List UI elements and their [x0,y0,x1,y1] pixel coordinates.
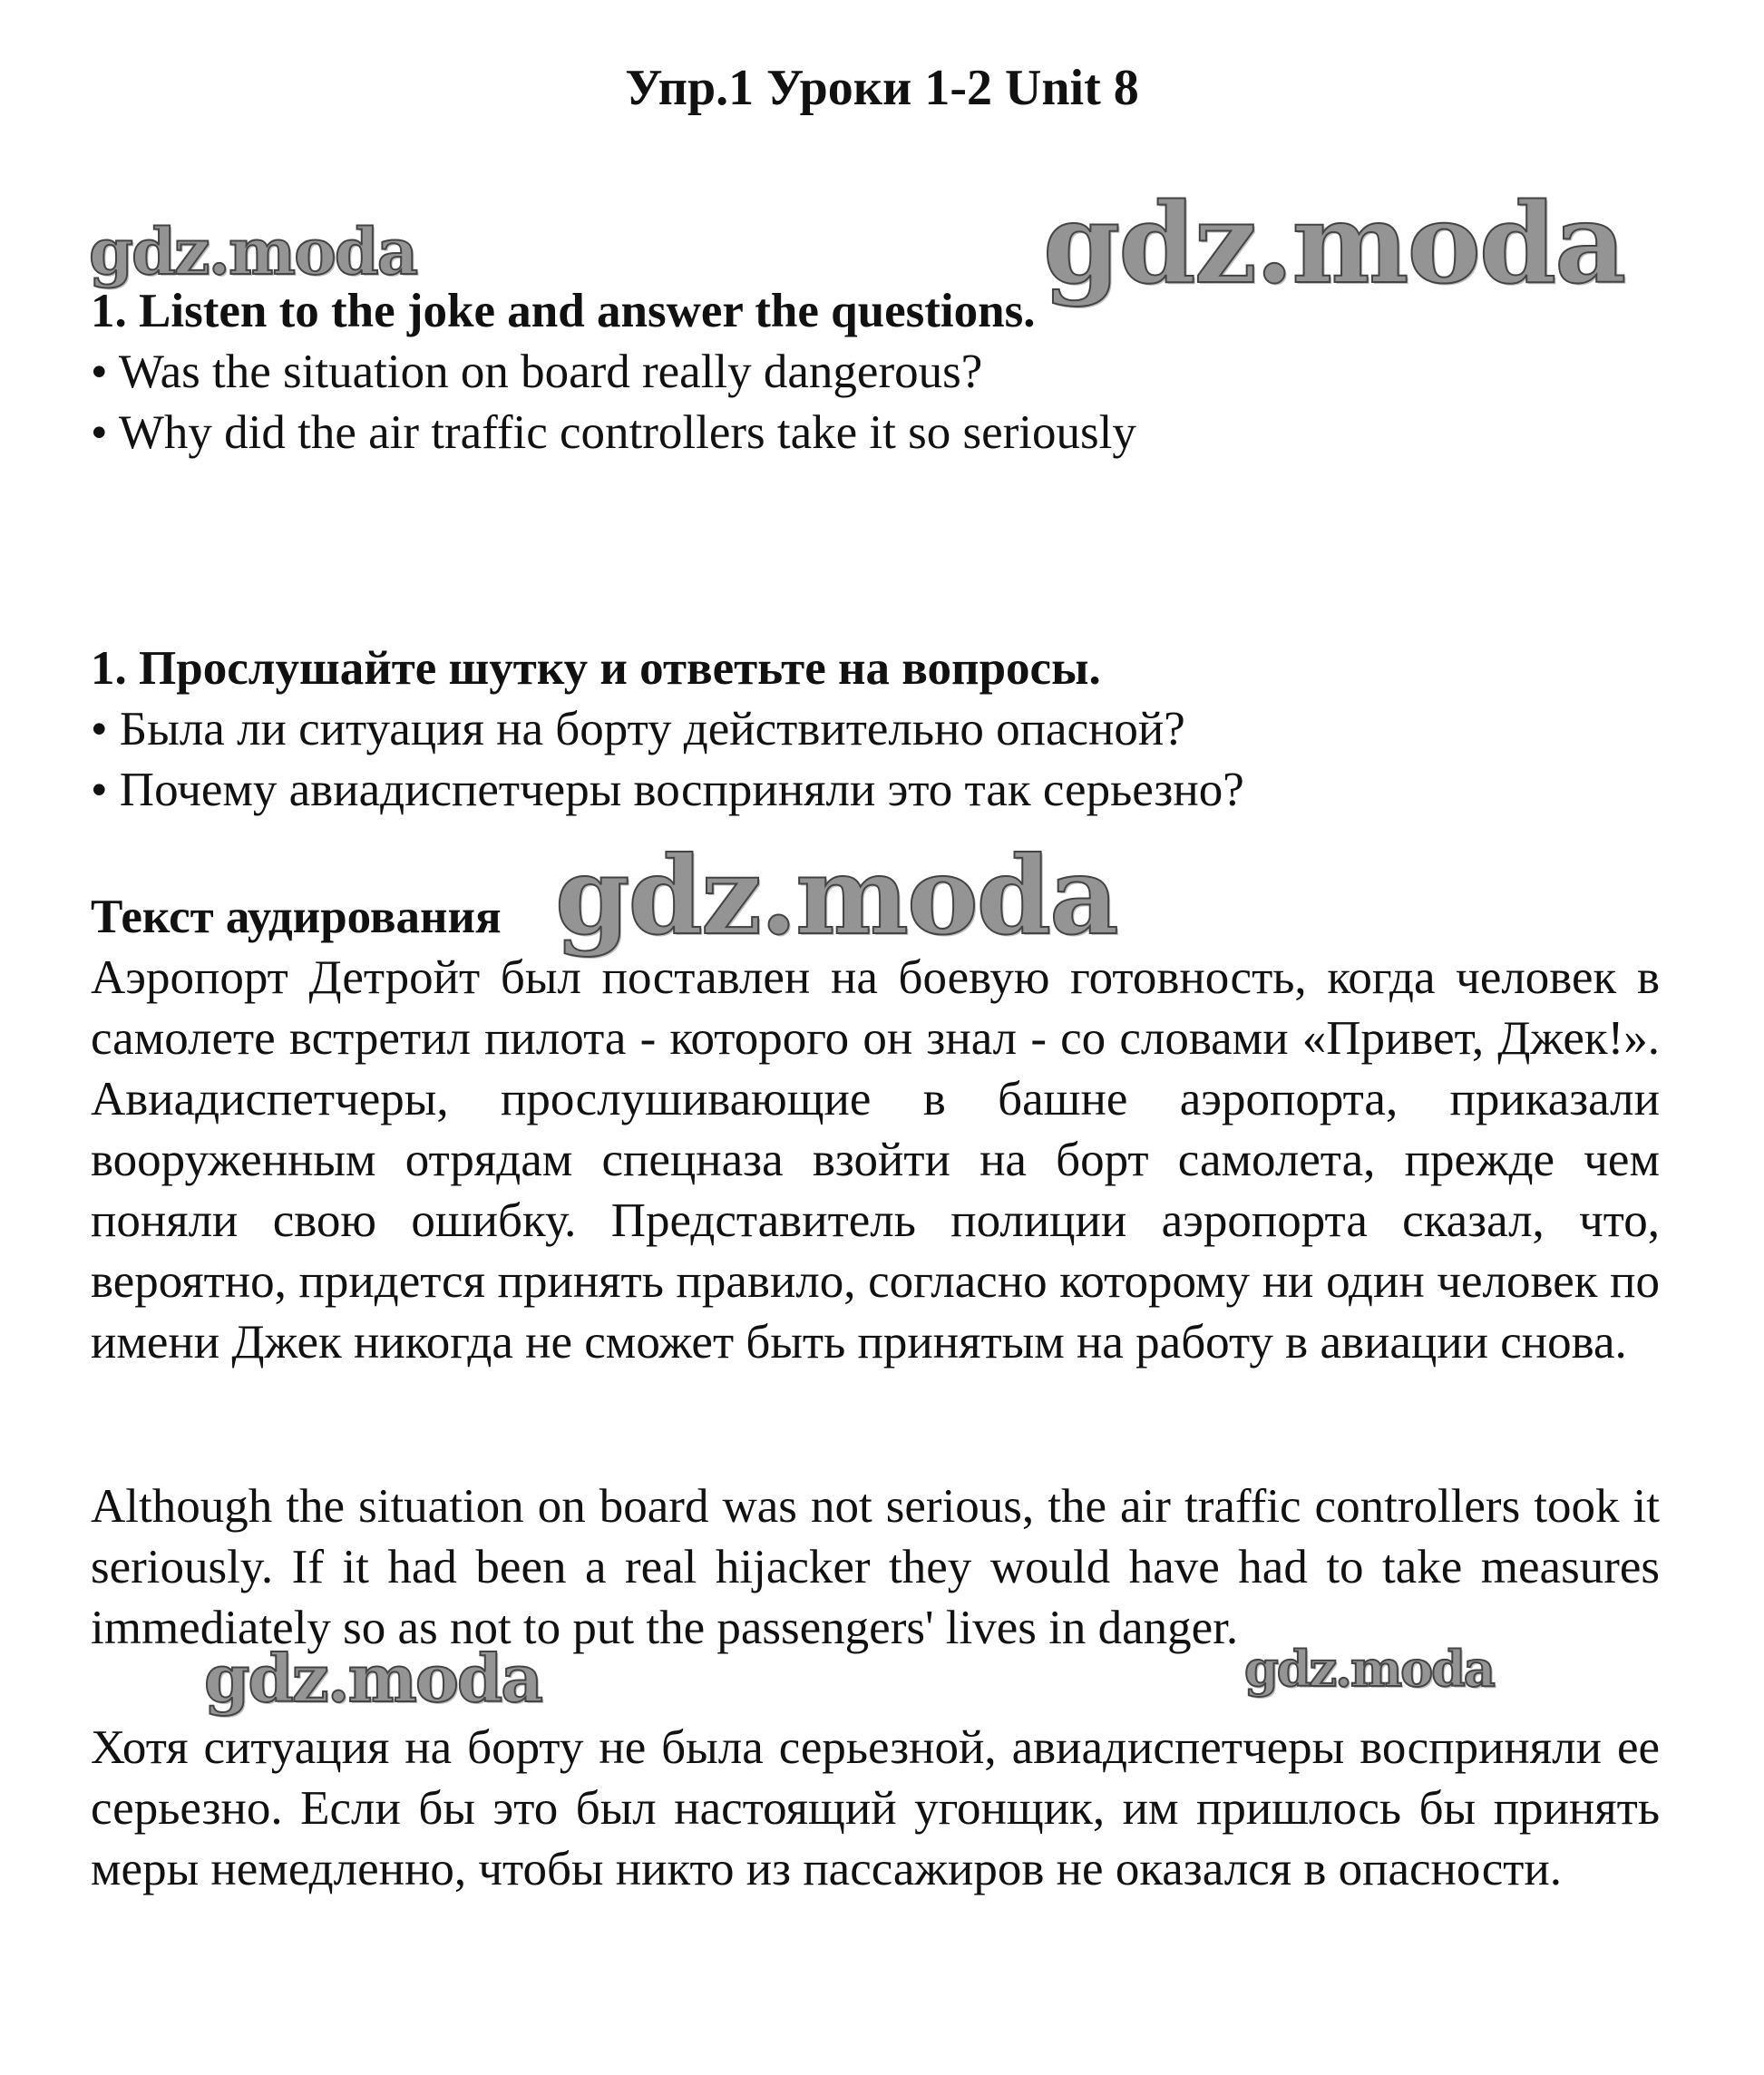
task-english [91,281,1660,463]
watermark-logo: gdz.moda [89,214,417,289]
page-title: Упр.1 Уроки 1-2 Unit 8 [625,60,1139,116]
listening-section [91,948,1660,1373]
task-english-question-2: • Why did the air traffic controllers take it so seriously [91,406,1136,459]
task-english-heading: 1. Listen to the joke and answer the questions. [91,285,1036,337]
task-russian-question-1: • Была ли ситуация на борту действительно опасной? [91,703,1185,755]
listening-heading: Текст аудирования [91,891,502,943]
answer-russian-section [91,1718,1660,1900]
watermark-logo: gdz.moda [555,833,1117,959]
watermark-logo: gdz.moda [1244,1640,1494,1698]
task-russian-question-2: • Почему авиадиспетчеры восприняли это так серьезно? [91,764,1244,816]
listening-text: Аэропорт Детройт был поставлен на боевую готовность, когда человек в самолете встретил пилота - которого он знал - со словами «Привет, Джек!». Авиадиспетчеры, прослушивающие в башне аэропорта, приказали вооруженным отрядам спецназа взойти на борт самолета, прежде чем поняли свою ошибку. Представитель полиции аэропорта сказал, что, вероятно, придется принять правило, согласно которому ни один человек по имени Джек никогда не сможет быть принятым на работу в авиации снова. [91,951,1660,1369]
task-russian [91,638,1660,821]
answer-english-section [91,1476,1660,1659]
answer-english: Although the situation on board was not serious, the air traffic controllers took it seriously. If it had been a real hijacker they would have had to take measures immediately so as not to put the passengers' lives in danger. [91,1480,1660,1654]
watermark-logo: gdz.moda [204,1640,541,1717]
watermark-logo: gdz.moda [1043,178,1625,308]
task-russian-heading: 1. Прослушайте шутку и ответьте на вопросы. [91,642,1101,695]
answer-russian: Хотя ситуация на борту не была серьезной, авиадиспетчеры восприняли ее серьезно. Если бы это был настоящий угонщик, им пришлось бы принять меры немедленно, чтобы никто из пассажиров не оказался в опасности. [91,1721,1660,1895]
task-english-question-1: • Was the situation on board really dangerous? [91,346,983,398]
